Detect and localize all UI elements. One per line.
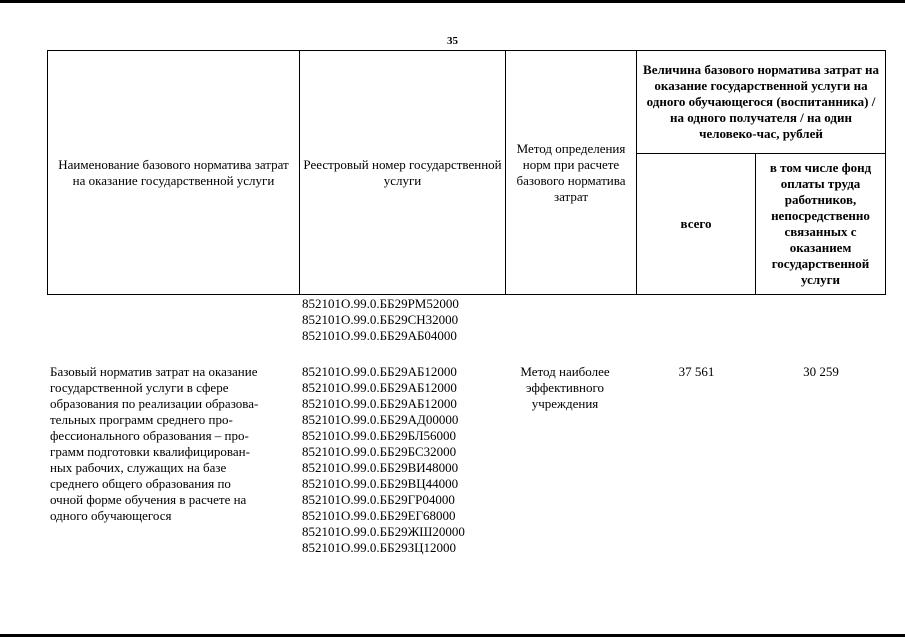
description-line: тельных программ среднего про- [50, 412, 233, 427]
registry-code: 852101О.99.0.ББ29ЖШ20000 [302, 524, 465, 539]
description-line: Базовый норматив затрат на оказание [50, 364, 258, 379]
registry-code: 852101О.99.0.ББ29АБ12000 [302, 396, 457, 411]
carryover-codes [302, 296, 512, 344]
total-value: 37 561 [678, 364, 715, 379]
header-fund-column: в том числе фонд оплаты труда работников, непосредственно связанных с оказанием государственной услуги [756, 154, 886, 295]
description-line: государственной услуги в сфере [50, 380, 229, 395]
method-line: эффективного [526, 380, 604, 395]
registry-codes [302, 364, 512, 556]
registry-code: 852101О.99.0.ББ29ВЦ44000 [302, 476, 459, 491]
fund-value: 30 259 [803, 364, 839, 379]
description-line: очной форме обучения в расчете на [50, 492, 247, 507]
registry-code: 852101О.99.0.ББ29ГР04000 [302, 492, 455, 507]
header-value-column: Величина базового норматива затрат на оказание государственной услуги на одного обучающегося (воспитанника) / на одного получателя / на один человеко-час, рублей [637, 51, 886, 154]
registry-code: 852101О.99.0.ББ29ЗЦ12000 [302, 540, 456, 555]
registry-code: 852101О.99.0.ББ29СН32000 [302, 312, 459, 327]
registry-code: 852101О.99.0.ББ29ЕГ68000 [302, 508, 456, 523]
registry-code: 852101О.99.0.ББ29АБ04000 [302, 328, 457, 343]
description-line: образования по реализации образова- [50, 396, 259, 411]
header-name-column: Наименование базового норматива затрат на оказание государственной услуги [48, 51, 300, 295]
top-rule [0, 0, 905, 3]
registry-code: 852101О.99.0.ББ29АД00000 [302, 412, 459, 427]
registry-code: 852101О.99.0.ББ29РМ52000 [302, 296, 459, 311]
registry-code: 852101О.99.0.ББ29АБ12000 [302, 364, 457, 379]
registry-code: 852101О.99.0.ББ29АБ12000 [302, 380, 457, 395]
header-registry-column: Реестровый номер государственной услуги [300, 51, 506, 295]
method-cell [500, 364, 630, 412]
registry-code: 852101О.99.0.ББ29БС32000 [302, 444, 457, 459]
description-line: среднего общего образования по [50, 476, 231, 491]
header-total-column: всего [637, 154, 756, 295]
registry-code: 852101О.99.0.ББ29БЛ56000 [302, 428, 457, 443]
registry-code: 852101О.99.0.ББ29ВИ48000 [302, 460, 459, 475]
bottom-rule [0, 634, 905, 637]
method-line: учреждения [531, 396, 599, 411]
table-header [47, 50, 886, 295]
norm-description [50, 364, 299, 524]
page-number: 35 [447, 35, 458, 47]
header-method-column: Метод определения норм при расчете базового норматива затрат [506, 51, 637, 295]
method-line: Метод наиболее [520, 364, 610, 379]
description-line: фессионального образования – про- [50, 428, 249, 443]
description-line: ных рабочих, служащих на базе [50, 460, 227, 475]
description-line: грамм подготовки квалифицирован- [50, 444, 250, 459]
description-line: одного обучающегося [50, 508, 172, 523]
